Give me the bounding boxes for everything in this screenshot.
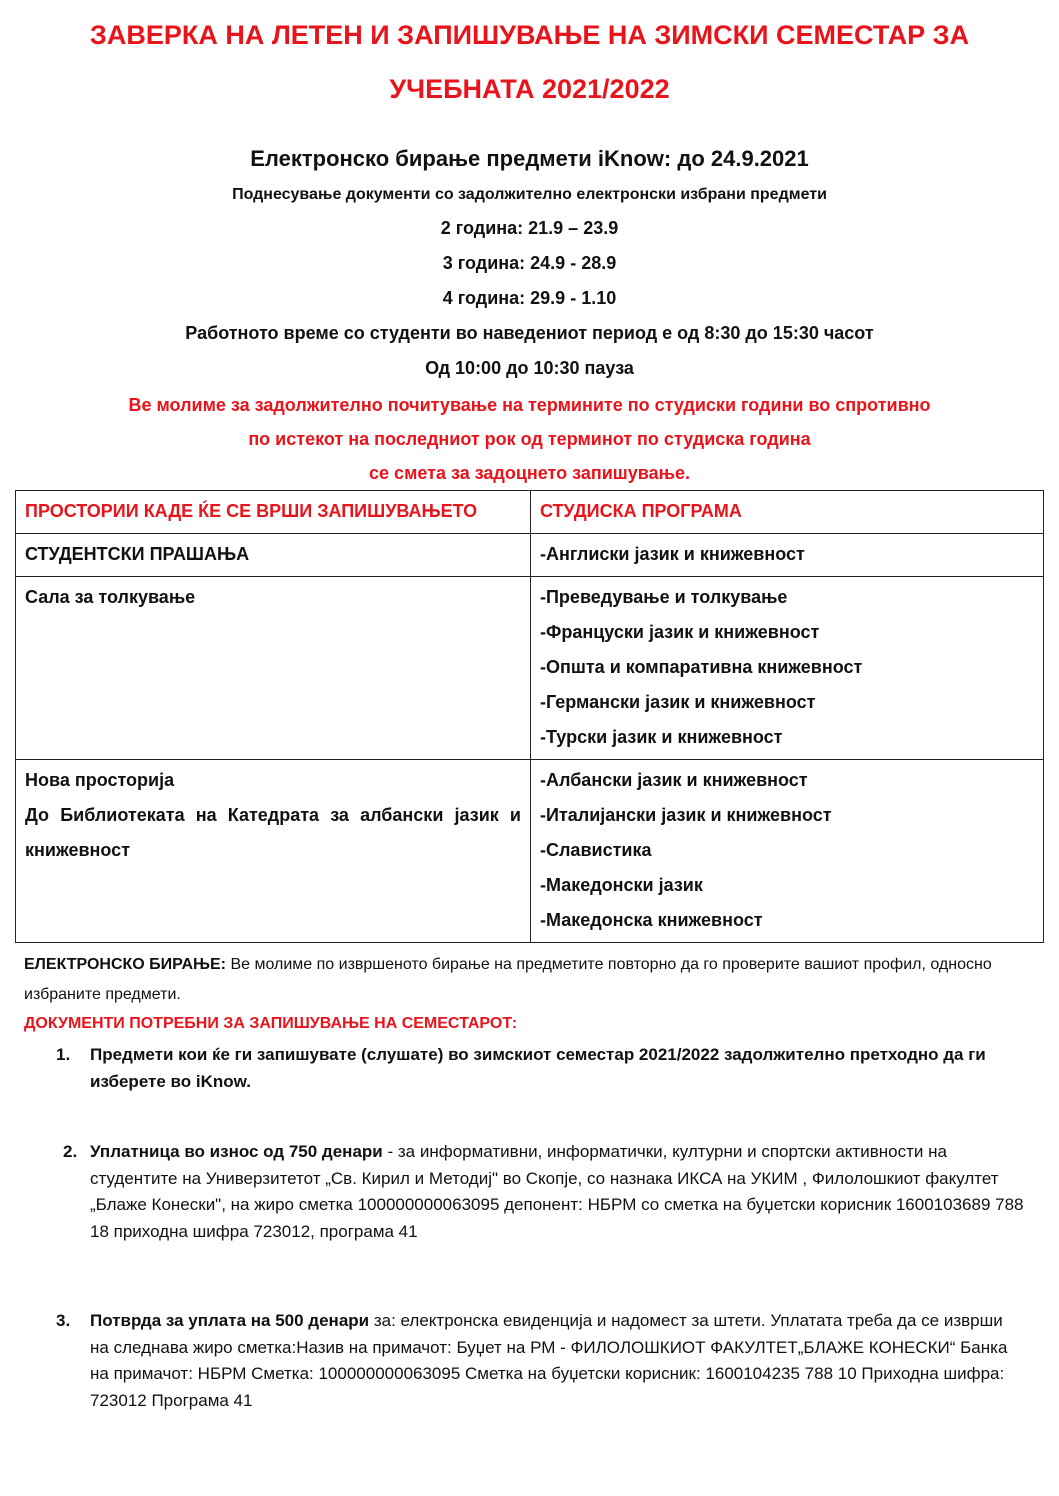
pause-time: Од 10:00 до 10:30 пауза <box>425 358 634 378</box>
room-name: Нова просторија <box>25 770 175 790</box>
table-row <box>16 760 1044 943</box>
schedule-year-3: 3 година: 24.9 - 28.9 <box>442 253 617 273</box>
page-title-line1: ЗАВЕРКА НА ЛЕТЕН И ЗАПИШУВАЊЕ НА ЗИМСКИ СЕМЕСТАР ЗА <box>89 20 970 50</box>
working-hours: Работното време со студенти во наведениот период е од 8:30 до 15:30 часот <box>185 323 874 343</box>
iknow-deadline: Електронско бирање предмети iKnow: до 24.9.2021 <box>250 146 809 171</box>
table-header-row <box>16 491 1044 534</box>
program-item: -Албански јазик и книжевност <box>540 770 808 790</box>
room-cell <box>16 534 531 577</box>
program-item: -Македонски јазик <box>540 875 703 895</box>
program-item: -Германски јазик и книжевност <box>540 692 816 712</box>
schedule-year-2: 2 година: 21.9 – 23.9 <box>440 218 619 238</box>
note-label: ЕЛЕКТРОНСКО БИРАЊЕ: <box>24 956 226 973</box>
program-item: -Славистика <box>540 840 652 860</box>
program-item: -Преведување и толкување <box>540 587 788 607</box>
program-item: -Англиски јазик и книжевност <box>540 544 805 564</box>
item-text: за: електронска евиденција и надомест за штети. Уплатата треба да се изврши на следнава жиро сметка:Назив на примачот: Буџет на РМ - ФИЛОЛОШКИОТ ФАКУЛТЕТ„БЛАЖЕ КОНЕСКИ“ Банка на примачот: НБРМ Сметка: 100000000063095 Сметка на буџетски корисник: 1600104235 788 10 Приходна шифра: 723012 Програма 41 <box>90 1311 1008 1410</box>
room-cell <box>16 760 531 943</box>
list-item <box>90 1139 1025 1245</box>
programs-cell <box>531 760 1044 943</box>
programs-cell <box>531 577 1044 760</box>
program-item: -Турски јазик и книжевност <box>540 727 783 747</box>
documents-heading: ДОКУМЕНТИ ПОТРЕБНИ ЗА ЗАПИШУВАЊЕ НА СЕМЕСТАРОТ: <box>24 1015 518 1032</box>
item-bold-text: Уплатница во износ од 750 денари <box>90 1142 383 1161</box>
deadline-warning <box>20 388 1039 490</box>
note-text: Ве молиме по извршеното бирање на предметите повторно да го проверите вашиот профил, односно избраните предмети. <box>24 956 992 1003</box>
warning-line: по истекот на последниот рок од терминот по студиска година <box>248 429 811 449</box>
room-location: До Библиотеката на Катедрата за албански јазик и книжевност <box>25 805 521 860</box>
program-item: -Француски јазик и книжевност <box>540 622 820 642</box>
item-bold-text: Потврда за уплата на 500 денари <box>90 1311 370 1330</box>
room-name: СТУДЕНТСКИ ПРАШАЊА <box>25 544 250 564</box>
warning-line: Ве молиме за задолжително почитување на термините по студиски години во спротивно <box>128 395 931 415</box>
list-item <box>90 1308 1025 1414</box>
program-item: -Општа и компаративна книжевност <box>540 657 863 677</box>
room-name: Сала за толкување <box>25 587 196 607</box>
warning-line: се смета за задоцнето запишување. <box>369 463 690 483</box>
program-column-header: СТУДИСКА ПРОГРАМА <box>531 491 1044 534</box>
table-row <box>16 534 1044 577</box>
list-number: 3. <box>56 1311 71 1330</box>
schedule-year-4: 4 година: 29.9 - 1.10 <box>442 288 617 308</box>
list-item <box>90 1042 1025 1095</box>
page-title-line2: УЧЕБНАТА 2021/2022 <box>389 74 670 104</box>
program-item: -Македонска книжевност <box>540 910 763 930</box>
table-row <box>16 577 1044 760</box>
item-bold-text: Предмети кои ќе ги запишувате (слушате) во зимскиот семестар 2021/2022 задолжително претходно да ги изберете во iKnow. <box>90 1045 986 1091</box>
program-item: -Италијански јазик и книжевност <box>540 805 832 825</box>
programs-cell <box>531 534 1044 577</box>
rooms-column-header: ПРОСТОРИИ КАДЕ ЌЕ СЕ ВРШИ ЗАПИШУВАЊЕТО <box>16 491 531 534</box>
list-number: 2. <box>63 1142 78 1161</box>
enrollment-rooms-table <box>15 490 1044 943</box>
item-text: - за информативни, информатички, културни и спортски активности на студентите на Универзитетот „Св. Кирил и Методиј" во Скопје, со назнака ИКСА на УКИМ , Филолошкиот факултет „Блаже Конески", на жиро сметка 100000000063095 депонент: НБРМ со сметка на буџетски корисник 1600103689 788 18 приходна шифра 723012, програма 41 <box>90 1142 1024 1241</box>
submission-note: Поднесување документи со задолжително електронски избрани предмети <box>232 186 827 203</box>
electronic-selection-note <box>24 950 1034 1010</box>
list-number: 1. <box>56 1045 71 1064</box>
room-cell <box>16 577 531 760</box>
